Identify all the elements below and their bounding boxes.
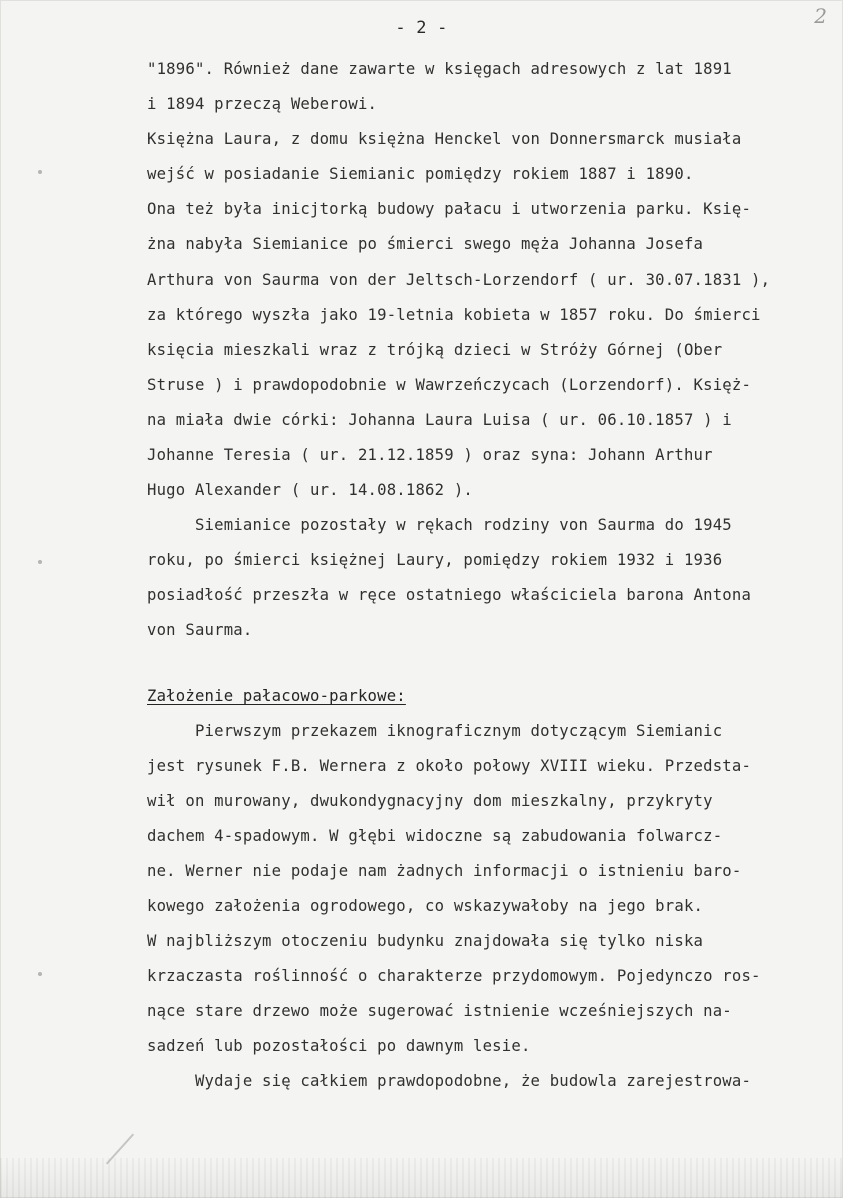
text-line: W najbliższym otoczeniu budynku znajdowała się tylko niska xyxy=(147,932,704,950)
text-line: sadzeń lub pozostałości po dawnym lesie. xyxy=(147,1037,531,1055)
text-line: wił on murowany, dwukondygnacyjny dom mieszkalny, przykryty xyxy=(147,792,713,810)
text-line: na miała dwie córki: Johanna Laura Luisa ( ur. 06.10.1857 ) i xyxy=(147,411,732,429)
margin-dot xyxy=(38,972,42,976)
margin-dot xyxy=(38,170,42,174)
text-line: posiadłość przeszła w ręce ostatniego właściciela barona Antona xyxy=(147,586,752,604)
text-line: dachem 4-spadowym. W głębi widoczne są zabudowania folwarcz- xyxy=(147,827,723,845)
text-line: Księżna Laura, z domu księżna Henckel von Donnersmarck musiała xyxy=(147,130,742,148)
text-line: żna nabyła Siemianice po śmierci swego męża Johanna Josefa xyxy=(147,235,704,253)
margin-dot xyxy=(38,560,42,564)
corner-page-mark: 2 xyxy=(814,4,827,28)
text-line: wejść w posiadanie Siemianic pomiędzy rokiem 1887 i 1890. xyxy=(147,165,694,183)
text-line: "1896". Również dane zawarte w księgach adresowych z lat 1891 xyxy=(147,60,732,78)
text-line: krzaczasta roślinność o charakterze przydomowym. Pojedynczo ros- xyxy=(147,967,761,985)
text-line: Arthura von Saurma von der Jeltsch-Lorzendorf ( ur. 30.07.1831 ), xyxy=(147,271,771,289)
scan-noise-strip xyxy=(0,1158,843,1198)
text-line: i 1894 przeczą Weberowi. xyxy=(147,95,378,113)
text-line: Wydaje się całkiem prawdopodobne, że budowla zarejestrowa- xyxy=(147,1072,752,1090)
section-heading: Założenie pałacowo-parkowe: xyxy=(147,687,406,705)
text-line: Ona też była inicjtorką budowy pałacu i utworzenia parku. Księ- xyxy=(147,200,752,218)
text-line: Pierwszym przekazem iknograficznym dotyczącym Siemianic xyxy=(147,722,723,740)
text-line: kowego założenia ogrodowego, co wskazywałoby na jego brak. xyxy=(147,897,704,915)
page-number: - 2 - xyxy=(395,18,448,38)
text-line: Johanne Teresia ( ur. 21.12.1859 ) oraz syna: Johann Arthur xyxy=(147,446,713,464)
text-line: ne. Werner nie podaje nam żadnych informacji o istnieniu baro- xyxy=(147,862,742,880)
text-line: Siemianice pozostały w rękach rodziny von Saurma do 1945 xyxy=(147,516,732,534)
text-line: księcia mieszkali wraz z trójką dzieci w Stróży Górnej (Ober xyxy=(147,341,723,359)
text-line: za którego wyszła jako 19-letnia kobieta w 1857 roku. Do śmierci xyxy=(147,306,761,324)
text-line: Hugo Alexander ( ur. 14.08.1862 ). xyxy=(147,481,473,499)
text-line: jest rysunek F.B. Wernera z około połowy XVIII wieku. Przedsta- xyxy=(147,757,752,775)
text-line: roku, po śmierci księżnej Laury, pomiędzy rokiem 1932 i 1936 xyxy=(147,551,723,569)
text-line: von Saurma. xyxy=(147,621,253,639)
text-line: Struse ) i prawdopodobnie w Wawrzeńczycach (Lorzendorf). Księż- xyxy=(147,376,752,394)
text-line: nące stare drzewo może sugerować istnienie wcześniejszych na- xyxy=(147,1002,732,1020)
